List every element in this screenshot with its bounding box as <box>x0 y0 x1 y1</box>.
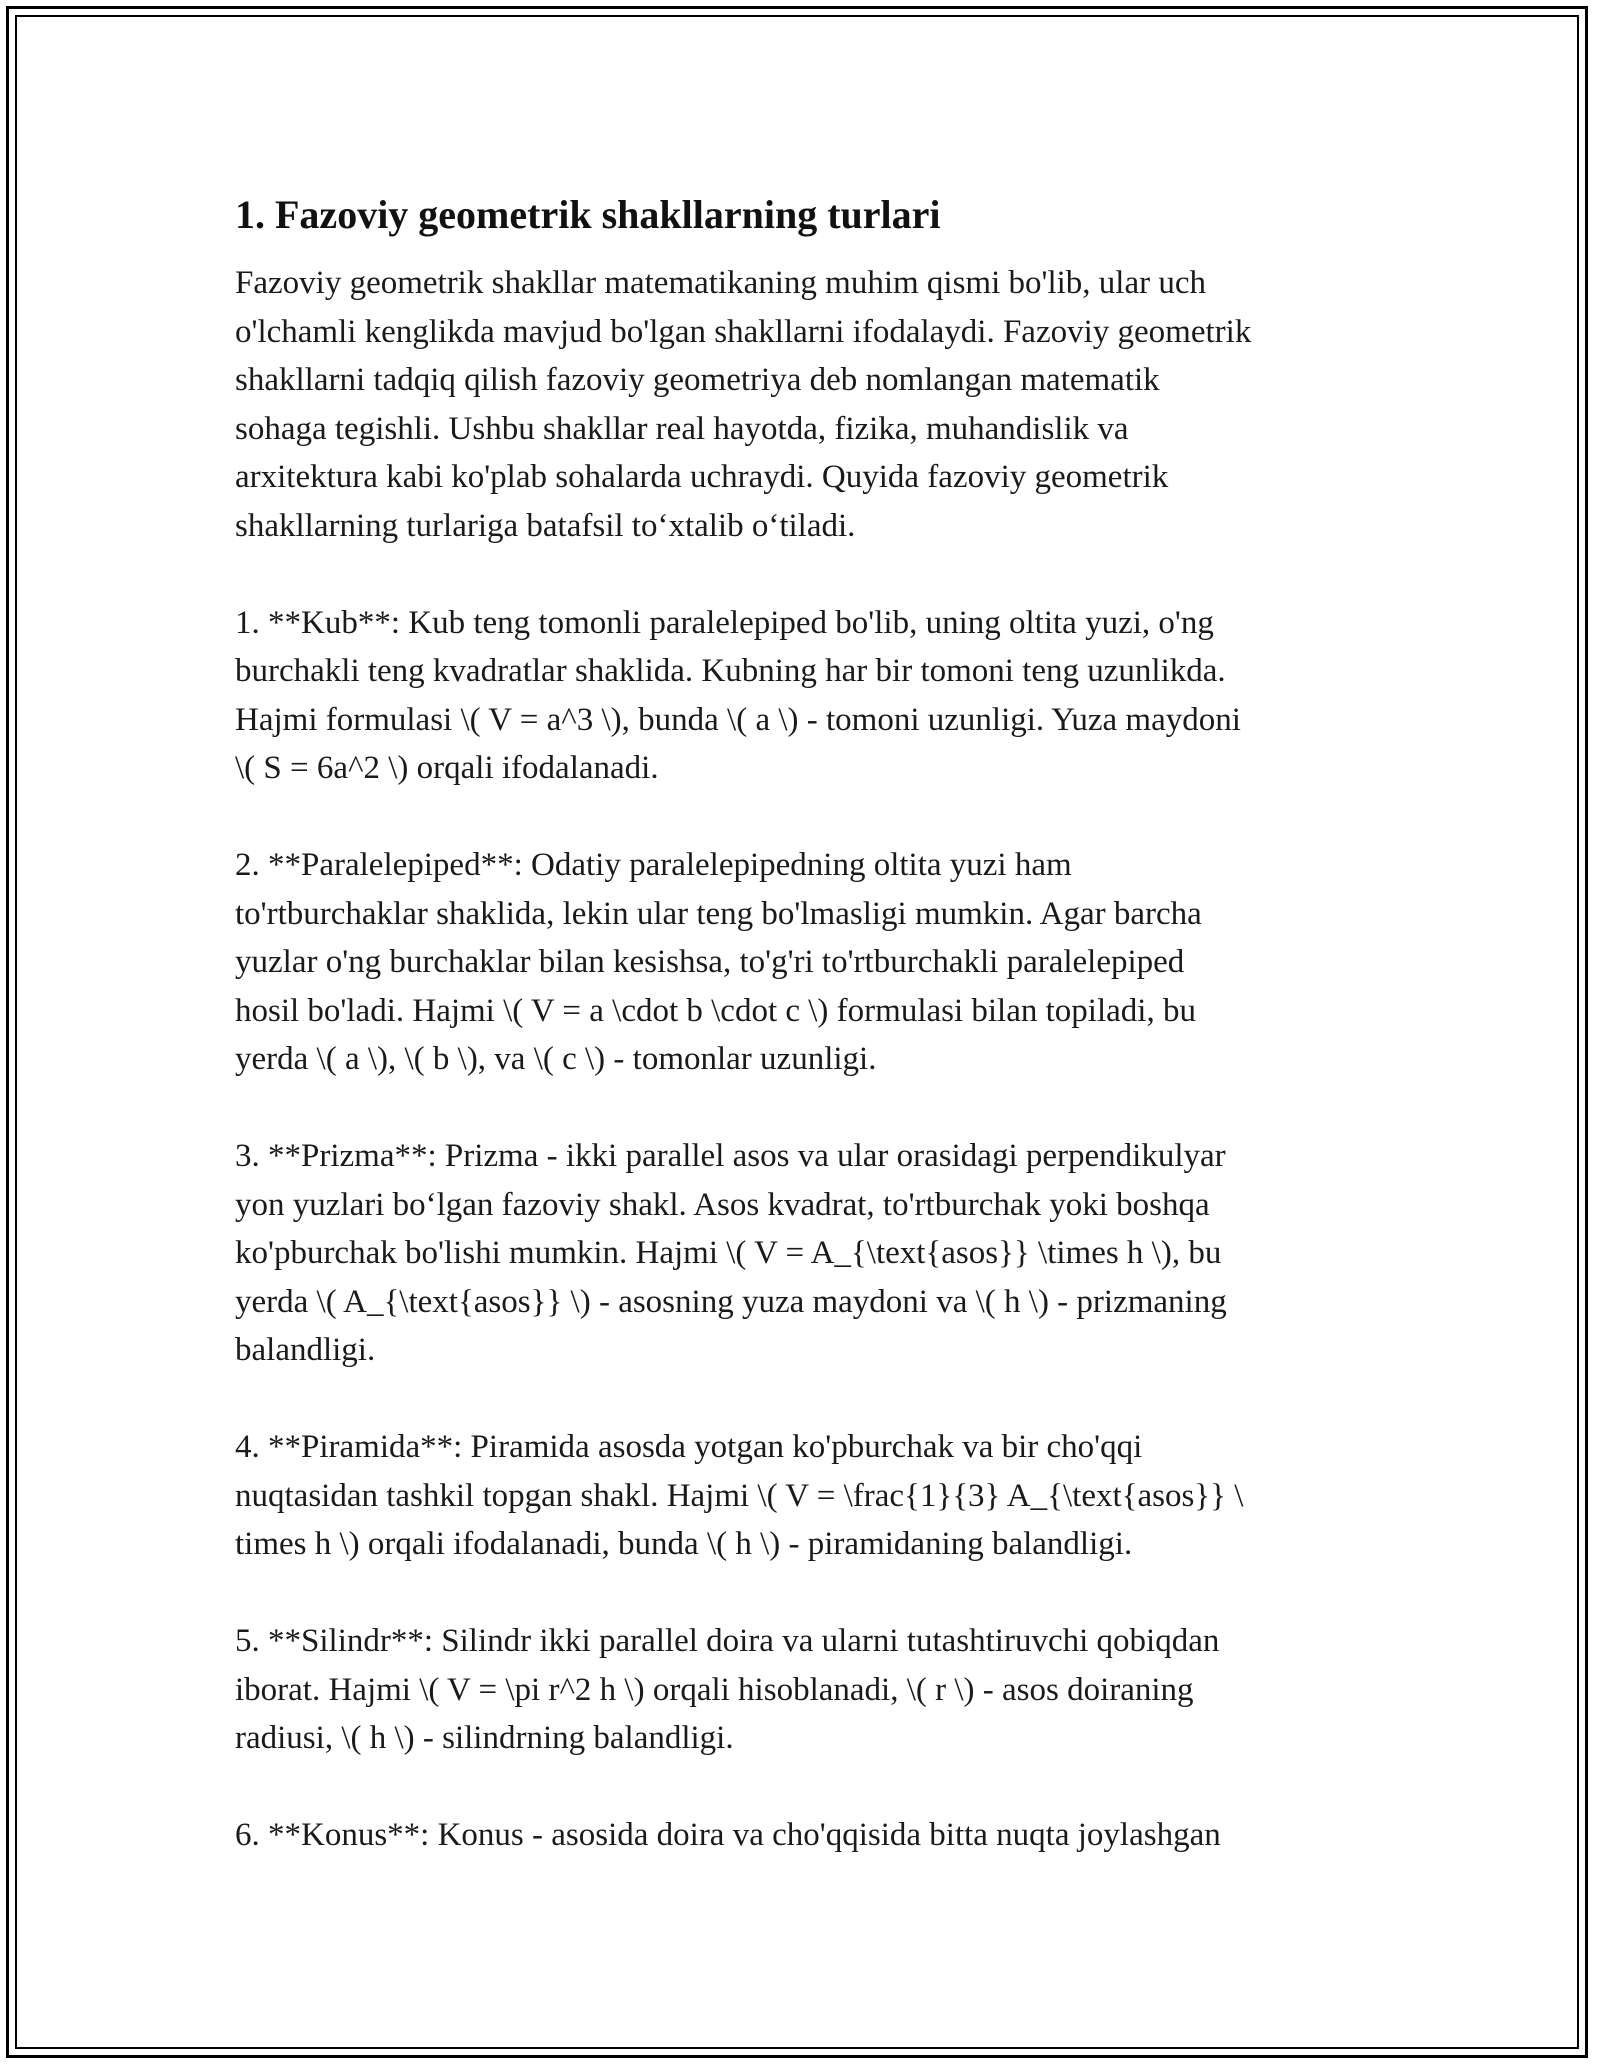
text-line: Hajmi formulasi \( V = a^3 \), bunda \( a \) - tomoni uzunligi. Yuza maydoni <box>235 701 1241 738</box>
text-line: shakllarni tadqiq qilish fazoviy geometriya deb nomlangan matematik <box>235 362 1160 398</box>
text-line: iborat. Hajmi \( V = \pi r^2 h \) orqali hisoblanadi, \( r \) - asos doiraning <box>235 1671 1194 1708</box>
text-line: nuqtasidan tashkil topgan shakl. Hajmi \( V = \frac{1}{3} A_{\text{asos}} \ <box>235 1477 1244 1514</box>
text-line: 6. **Konus**: Konus - asosida doira va cho'qqisida bitta nuqta joylashgan <box>235 1817 1221 1853</box>
paragraph-paralelepiped <box>235 841 1370 1084</box>
section-heading: 1. Fazoviy geometrik shakllarning turlari <box>235 192 941 237</box>
paragraph-prizma <box>235 1132 1370 1375</box>
text-line: balandligi. <box>235 1332 376 1368</box>
text-line: yerda \( a \), \( b \), va \( c \) - tomonlar uzunligi. <box>235 1041 877 1077</box>
text-line: 4. **Piramida**: Piramida asosda yotgan ko'pburchak va bir cho'qqi <box>235 1429 1143 1465</box>
text-line: burchakli teng kvadratlar shaklida. Kubning har bir tomoni teng uzunlikda. <box>235 653 1226 689</box>
text-line: ko'pburchak bo'lishi mumkin. Hajmi \( V = A_{\text{asos}} \times h \), bu <box>235 1235 1222 1271</box>
text-line: yerda \( A_{\text{asos}} \) - asosning yuza maydoni va \( h \) - prizmaning <box>235 1283 1227 1320</box>
text-line: hosil bo'ladi. Hajmi \( V = a \cdot b \cdot c \) formulasi bilan topiladi, bu <box>235 992 1196 1029</box>
paragraph-konus <box>235 1811 1370 1860</box>
text-line: radiusi, \( h \) - silindrning balandligi. <box>235 1720 734 1756</box>
text-line: sohaga tegishli. Ushbu shakllar real hayotda, fizika, muhandislik va <box>235 410 1129 447</box>
text-line: \( S = 6a^2 \) orqali ifodalanadi. <box>235 750 659 786</box>
text-line: shakllarning turlariga batafsil to‘xtalib o‘tiladi. <box>235 507 856 544</box>
paragraph-silindr <box>235 1617 1370 1763</box>
text-line: arxitektura kabi ko'plab sohalarda uchraydi. Quyida fazoviy geometrik <box>235 459 1169 495</box>
text-line: 3. **Prizma**: Prizma - ikki parallel asos va ular orasidagi perpendikulyar <box>235 1138 1226 1174</box>
paragraph-intro <box>235 259 1370 550</box>
text-line: yon yuzlari bo‘lgan fazoviy shakl. Asos kvadrat, to'rtburchak yoki boshqa <box>235 1186 1210 1223</box>
text-line: 1. **Kub**: Kub teng tomonli paralelepiped bo'lib, uning oltita yuzi, o'ng <box>235 604 1214 641</box>
document-body <box>235 185 1370 1908</box>
text-line: times h \) orqali ifodalanadi, bunda \( h \) - piramidaning balandligi. <box>235 1526 1133 1562</box>
text-line: 5. **Silindr**: Silindr ikki parallel doira va ularni tutashtiruvchi qobiqdan <box>235 1623 1220 1659</box>
text-line: Fazoviy geometrik shakllar matematikaning muhim qismi bo'lib, ular uch <box>235 265 1207 301</box>
text-line: yuzlar o'ng burchaklar bilan kesishsa, to'g'ri to'rtburchakli paralelepiped <box>235 944 1185 980</box>
text-line: 2. **Paralelepiped**: Odatiy paralelepipedning oltita yuzi ham <box>235 847 1072 883</box>
paragraph-kub <box>235 599 1370 793</box>
text-line: to'rtburchaklar shaklida, lekin ular teng bo'lmasligi mumkin. Agar barcha <box>235 895 1202 932</box>
text-line: o'lchamli kenglikda mavjud bo'lgan shakllarni ifodalaydi. Fazoviy geometrik <box>235 313 1252 350</box>
paragraph-piramida <box>235 1423 1370 1569</box>
